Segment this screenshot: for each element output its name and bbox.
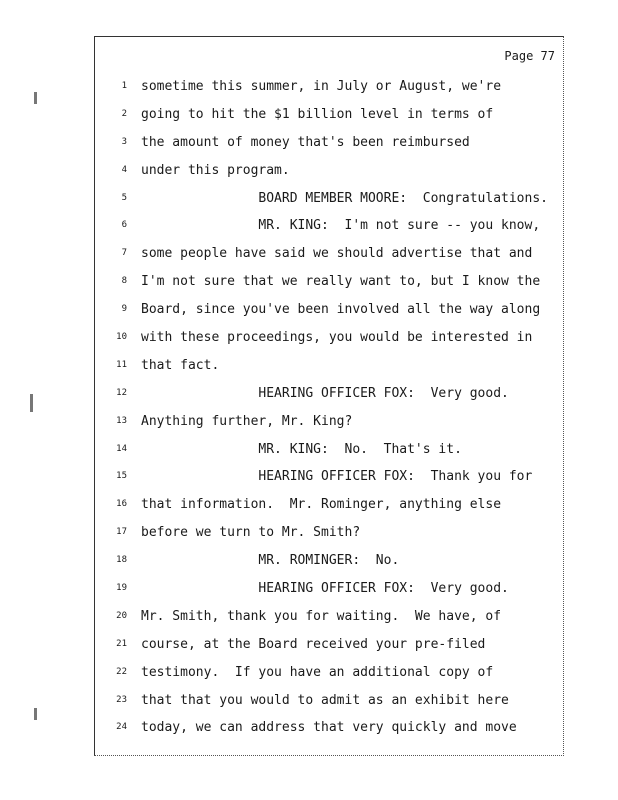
line-text: Board, since you've been involved all the way along bbox=[141, 302, 541, 318]
line-number: 2 bbox=[121, 108, 127, 119]
line-number: 11 bbox=[116, 359, 127, 370]
line-number: 4 bbox=[121, 164, 127, 175]
transcript-line bbox=[95, 575, 563, 603]
transcript-line bbox=[95, 659, 563, 687]
line-text: with these proceedings, you would be interested in bbox=[141, 330, 533, 346]
transcript-page bbox=[94, 36, 564, 756]
line-text: testimony. If you have an additional copy of bbox=[141, 664, 494, 680]
transcript-line bbox=[95, 101, 563, 129]
line-text: some people have said we should advertise that and bbox=[141, 246, 533, 262]
line-text: going to hit the $1 billion level in terms of bbox=[141, 106, 494, 122]
line-number: 19 bbox=[116, 583, 127, 594]
line-number: 5 bbox=[121, 192, 127, 203]
transcript-line bbox=[95, 714, 563, 742]
line-number: 22 bbox=[116, 666, 127, 677]
line-number: 21 bbox=[116, 638, 127, 649]
line-number: 8 bbox=[121, 276, 127, 287]
transcript-line bbox=[95, 296, 563, 324]
transcript-line bbox=[95, 436, 563, 464]
line-text: HEARING OFFICER FOX: Very good. bbox=[141, 385, 509, 401]
line-number: 24 bbox=[116, 722, 127, 733]
transcript-line bbox=[95, 380, 563, 408]
transcript-line bbox=[95, 185, 563, 213]
line-number: 14 bbox=[116, 443, 127, 454]
transcript-line bbox=[95, 73, 563, 101]
line-text: before we turn to Mr. Smith? bbox=[141, 525, 361, 541]
line-text: Mr. Smith, thank you for waiting. We have, of bbox=[141, 608, 502, 624]
line-text: MR. KING: No. That's it. bbox=[141, 441, 462, 457]
transcript-line bbox=[95, 491, 563, 519]
line-number: 16 bbox=[116, 499, 127, 510]
line-text: today, we can address that very quickly and move bbox=[141, 720, 517, 736]
line-text: the amount of money that's been reimbursed bbox=[141, 134, 470, 150]
line-text: that fact. bbox=[141, 357, 220, 373]
line-text: I'm not sure that we really want to, but I know the bbox=[141, 274, 541, 290]
margin-mark bbox=[30, 394, 33, 412]
line-text: Anything further, Mr. King? bbox=[141, 413, 353, 429]
transcript-line bbox=[95, 324, 563, 352]
line-number: 23 bbox=[116, 694, 127, 705]
transcript-line bbox=[95, 603, 563, 631]
line-text: course, at the Board received your pre-filed bbox=[141, 636, 486, 652]
transcript-line bbox=[95, 687, 563, 715]
transcript-line bbox=[95, 129, 563, 157]
line-number: 1 bbox=[121, 81, 127, 91]
transcript-line bbox=[95, 268, 563, 296]
margin-mark bbox=[34, 92, 37, 104]
line-number: 18 bbox=[116, 555, 127, 566]
transcript-line bbox=[95, 463, 563, 491]
line-number: 20 bbox=[116, 610, 127, 621]
line-number: 7 bbox=[121, 248, 127, 259]
line-text: BOARD MEMBER MOORE: Congratulations. bbox=[141, 190, 548, 206]
line-text: HEARING OFFICER FOX: Thank you for bbox=[141, 469, 533, 485]
line-number: 13 bbox=[116, 415, 127, 426]
line-text: that information. Mr. Rominger, anything else bbox=[141, 497, 502, 513]
line-number: 10 bbox=[116, 332, 127, 343]
margin-mark bbox=[34, 708, 37, 720]
line-number: 6 bbox=[121, 220, 127, 231]
page-number: Page 77 bbox=[504, 49, 555, 63]
line-text: under this program. bbox=[141, 162, 290, 178]
transcript-line bbox=[95, 157, 563, 185]
line-number: 17 bbox=[116, 527, 127, 538]
line-number: 12 bbox=[116, 387, 127, 398]
transcript-line bbox=[95, 212, 563, 240]
transcript-lines bbox=[95, 73, 563, 742]
line-text: that that you would to admit as an exhibit here bbox=[141, 692, 509, 708]
transcript-line bbox=[95, 631, 563, 659]
line-number: 9 bbox=[121, 304, 127, 315]
transcript-line bbox=[95, 408, 563, 436]
transcript-line bbox=[95, 352, 563, 380]
line-number: 3 bbox=[121, 136, 127, 147]
line-text: HEARING OFFICER FOX: Very good. bbox=[141, 581, 509, 597]
line-text: MR. ROMINGER: No. bbox=[141, 553, 400, 569]
line-number: 15 bbox=[116, 471, 127, 482]
transcript-line bbox=[95, 240, 563, 268]
transcript-line bbox=[95, 547, 563, 575]
line-text: sometime this summer, in July or August, we're bbox=[141, 79, 502, 94]
line-text: MR. KING: I'm not sure -- you know, bbox=[141, 218, 541, 234]
transcript-line bbox=[95, 519, 563, 547]
